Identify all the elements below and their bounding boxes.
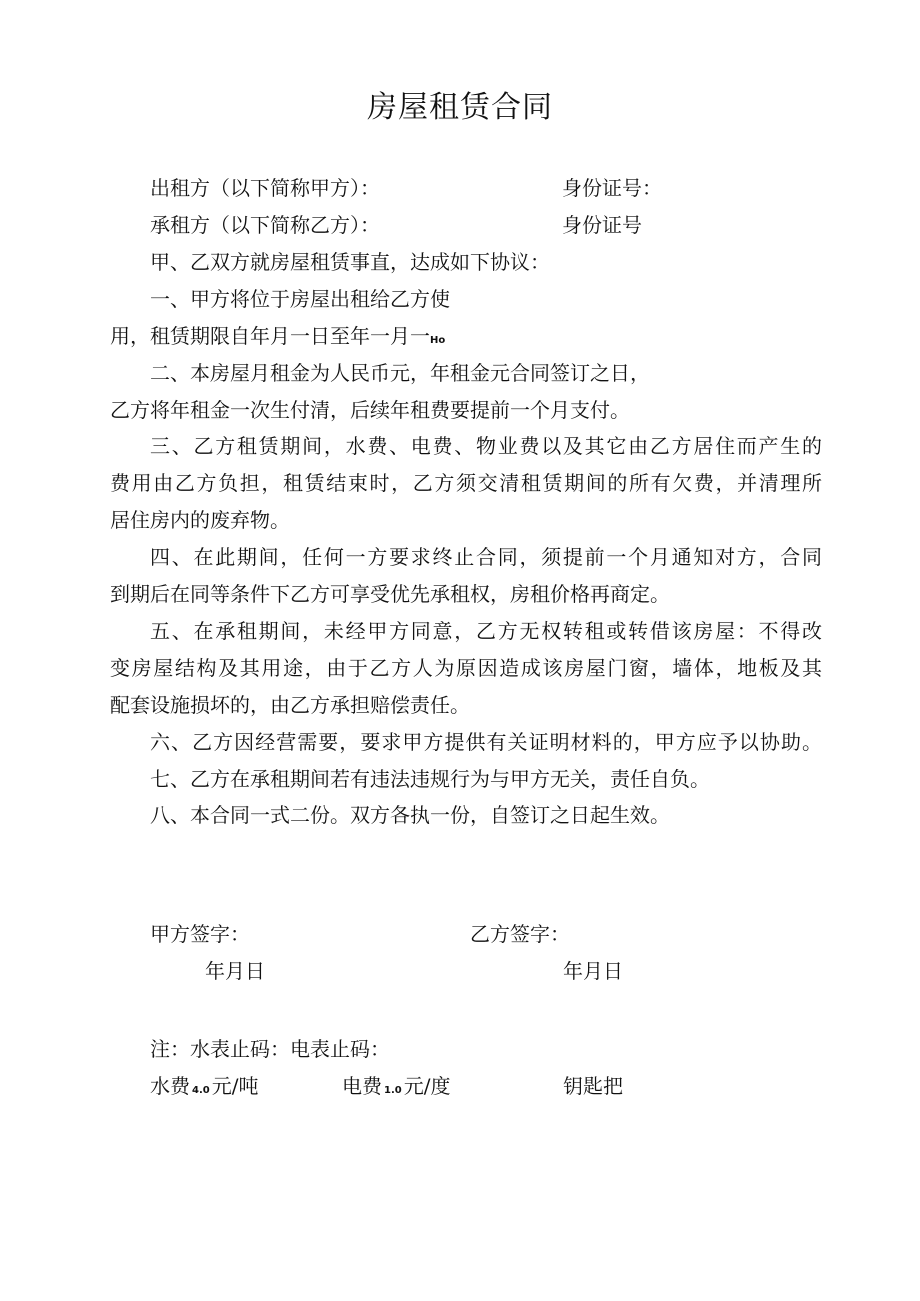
electricity-fee: 电费 1.0 元/度: [342, 1074, 451, 1098]
lessor-id-label: 身份证号：: [562, 176, 662, 200]
water-price: 4.0: [192, 1085, 210, 1096]
meter-readings-note: 注：水表止码：电表止码：: [150, 1037, 390, 1061]
party-a-date: 年月日: [205, 959, 265, 983]
lessee-id-label: 身份证号: [562, 213, 642, 237]
electricity-price: 1.0: [384, 1085, 402, 1096]
clause-3-line-1: 三、乙方租赁期间，水费、电费、物业费以及其它由乙方居住而产生的: [150, 434, 822, 458]
clause-3-line-3: 居住房内的废弃物。: [110, 508, 290, 532]
keys-count-label: 钥匙把: [563, 1074, 623, 1098]
clause-5-line-3: 配套设施损坏的，由乙方承担赔偿责任。: [110, 693, 470, 717]
clause-1-line-1: 一、甲方将位于房屋出租给乙方使: [150, 287, 450, 311]
clause-5-line-2: 变房屋结构及其用途，由于乙方人为原因造成该房屋门窗，墙体，地板及其: [110, 656, 822, 680]
lessor-label: 出租方（以下简称甲方）：: [150, 176, 380, 200]
clause-4-line-1: 四、在此期间，任何一方要求终止合同，须提前一个月通知对方，合同: [150, 545, 822, 569]
clause-5-line-1: 五、在承租期间，未经甲方同意，乙方无权转租或转借该房屋：不得改: [150, 619, 822, 643]
water-fee: 水费 4.0 元/吨: [150, 1074, 259, 1098]
clause-8: 八、本合同一式二份。双方各执一份，自签订之日起生效。: [150, 803, 670, 827]
clause-1-line-2: 用，租赁期限自年月一日至年一月一Ho: [110, 324, 446, 348]
intro-text: 甲、乙双方就房屋租赁事直，达成如下协议：: [150, 250, 550, 274]
page-title: 房屋租赁合同: [367, 90, 553, 125]
lessee-label: 承租方（以下简称乙方）：: [150, 213, 380, 237]
party-b-date: 年月日: [563, 959, 623, 983]
clause-7: 七、乙方在承租期间若有违法违规行为与甲方无关，责任自负。: [150, 767, 710, 791]
party-a-signature-label: 甲方签字：: [150, 922, 250, 946]
clause-3-line-2: 费用由乙方负担，租赁结束时，乙方须交清租赁期间的所有欠费，并清理所: [110, 471, 822, 495]
clause-6: 六、乙方因经营需要，要求甲方提供有关证明材料的，甲方应予以协助。: [150, 730, 822, 754]
clause-2-line-2: 乙方将年租金一次生付清，后续年租费要提前一个月支付。: [110, 398, 630, 422]
party-b-signature-label: 乙方签字：: [470, 922, 570, 946]
clause-2-line-1: 二、本房屋月租金为人民币元，年租金元合同签订之日，: [150, 361, 650, 385]
clause-1-tail: Ho: [430, 335, 446, 346]
clause-4-line-2: 到期后在同等条件下乙方可享受优先承租权，房租价格再商定。: [110, 582, 670, 606]
